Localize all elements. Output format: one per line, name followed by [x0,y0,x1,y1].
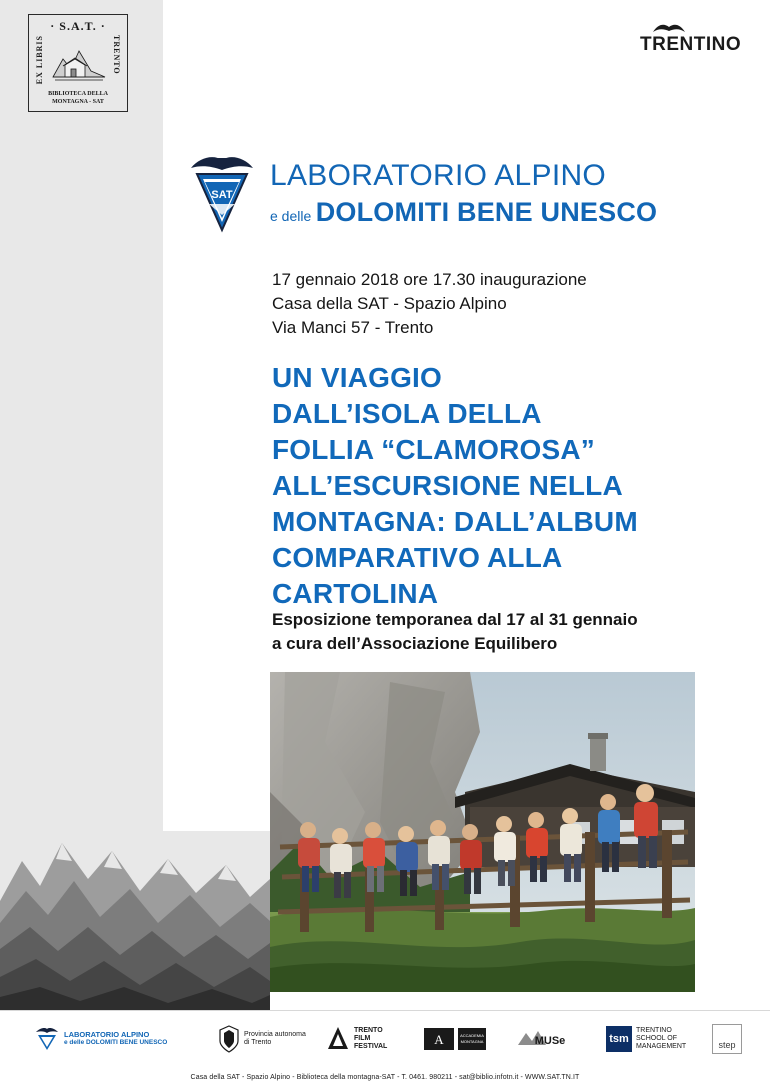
poster-subtitle-line: a cura dell’Associazione Equilibero [272,634,558,653]
muse-label: MUSe [534,1035,566,1047]
footer-logo-line: MANAGEMENT [636,1043,687,1050]
poster-title-line: UN VIAGGIO [272,362,443,393]
footer-logo-accademia [424,1021,486,1057]
poster-subtitle [272,608,722,656]
svg-text:SAT: SAT [211,189,233,201]
footer-logo-provincia [218,1021,306,1057]
tsm-badge [606,1026,632,1052]
footer-logo-laboratorio-alpino [34,1021,167,1057]
poster-title-line: MONTAGNA: DALL’ALBUM [272,506,638,537]
footer-logo-line: FILM [354,1035,371,1042]
film-festival-icon [326,1026,350,1052]
trentino-logo-label: TRENTINO [640,34,742,55]
poster-photo [270,672,695,992]
svg-text:ACCADEMIA: ACCADEMIA [460,1033,484,1038]
tsm-label: tsm [609,1033,629,1045]
event-details [272,268,587,340]
sat-stamp-right-text: TRENTO [112,35,121,75]
sat-shield-small-icon [34,1026,60,1052]
footer-logo-line: di Trento [244,1039,272,1046]
poster-title-line: ALL’ESCURSIONE NELLA [272,470,623,501]
logotype-line2-big: DOLOMITI BENE UNESCO [315,197,658,227]
sat-exlibris-stamp [28,14,128,112]
sat-shield-logo [183,152,261,236]
poster-title [272,360,702,612]
sat-stamp-footer: BIBLIOTECA DELLA MONTAGNA - SAT [48,91,108,105]
poster-logotype [270,160,690,233]
svg-text:A: A [434,1032,444,1047]
logotype-line1: LABORATORIO ALPINO [270,159,607,192]
poster-title-line: COMPARATIVO ALLA [272,542,563,573]
logotype-line2 [270,196,690,233]
step-badge [712,1024,742,1054]
footer-logo-line: Provincia autonoma [244,1031,306,1038]
poster-title-line: CARTOLINA [272,578,439,609]
provincia-crest-icon [218,1025,240,1053]
muse-logo-icon [516,1027,572,1051]
poster-subtitle-line: Esposizione temporanea dal 17 al 31 gennaio [272,610,638,629]
footer-logo-muse [516,1021,572,1057]
step-label: step [718,1040,736,1050]
event-detail-line: Via Manci 57 - Trento [272,318,434,337]
event-detail-line: Casa della SAT - Spazio Alpino [272,294,507,313]
footer-logo-strip [0,1017,770,1063]
sat-stamp-title: · S.A.T. · [50,19,106,33]
poster-title-line: DALL’ISOLA DELLA [272,398,542,429]
photo-illustration [270,672,695,992]
footer-logo-line: SCHOOL OF [636,1035,677,1042]
footer-contact-line: Casa della SAT - Spazio Alpino - Biblioteca della montagna-SAT - T. 0461. 980211 - sat@biblio.infotn.it - WWW.SAT.TN.IT [190,1074,580,1081]
svg-text:MONTAGNA: MONTAGNA [460,1039,484,1044]
sat-stamp-left-text: EX LIBRIS [35,35,44,85]
poster-footer [0,1010,770,1089]
footer-logo-line: TRENTO [354,1027,383,1034]
event-detail-line: 17 gennaio 2018 ore 17.30 inaugurazione [272,270,587,289]
footer-logo-tsm [606,1021,686,1057]
footer-logo-trento-film-festival [326,1021,387,1057]
poster-title-line: FOLLIA “CLAMOROSA” [272,434,595,465]
accademia-montagna-icon [424,1026,486,1052]
mountain-band-image [0,831,270,1011]
footer-logo-line: LABORATORIO ALPINO [64,1030,150,1039]
logotype-line2-small: e delle [270,208,312,224]
mountain-illustration [0,831,270,1011]
footer-logo-line: e delle DOLOMITI BENE UNESCO [64,1039,168,1046]
footer-logo-line: TRENTINO [636,1027,672,1034]
footer-logo-line: FESTIVAL [354,1043,388,1050]
mountain-hut-engraving-icon [51,33,107,85]
trentino-logo [634,24,744,58]
footer-logo-step [712,1021,742,1057]
